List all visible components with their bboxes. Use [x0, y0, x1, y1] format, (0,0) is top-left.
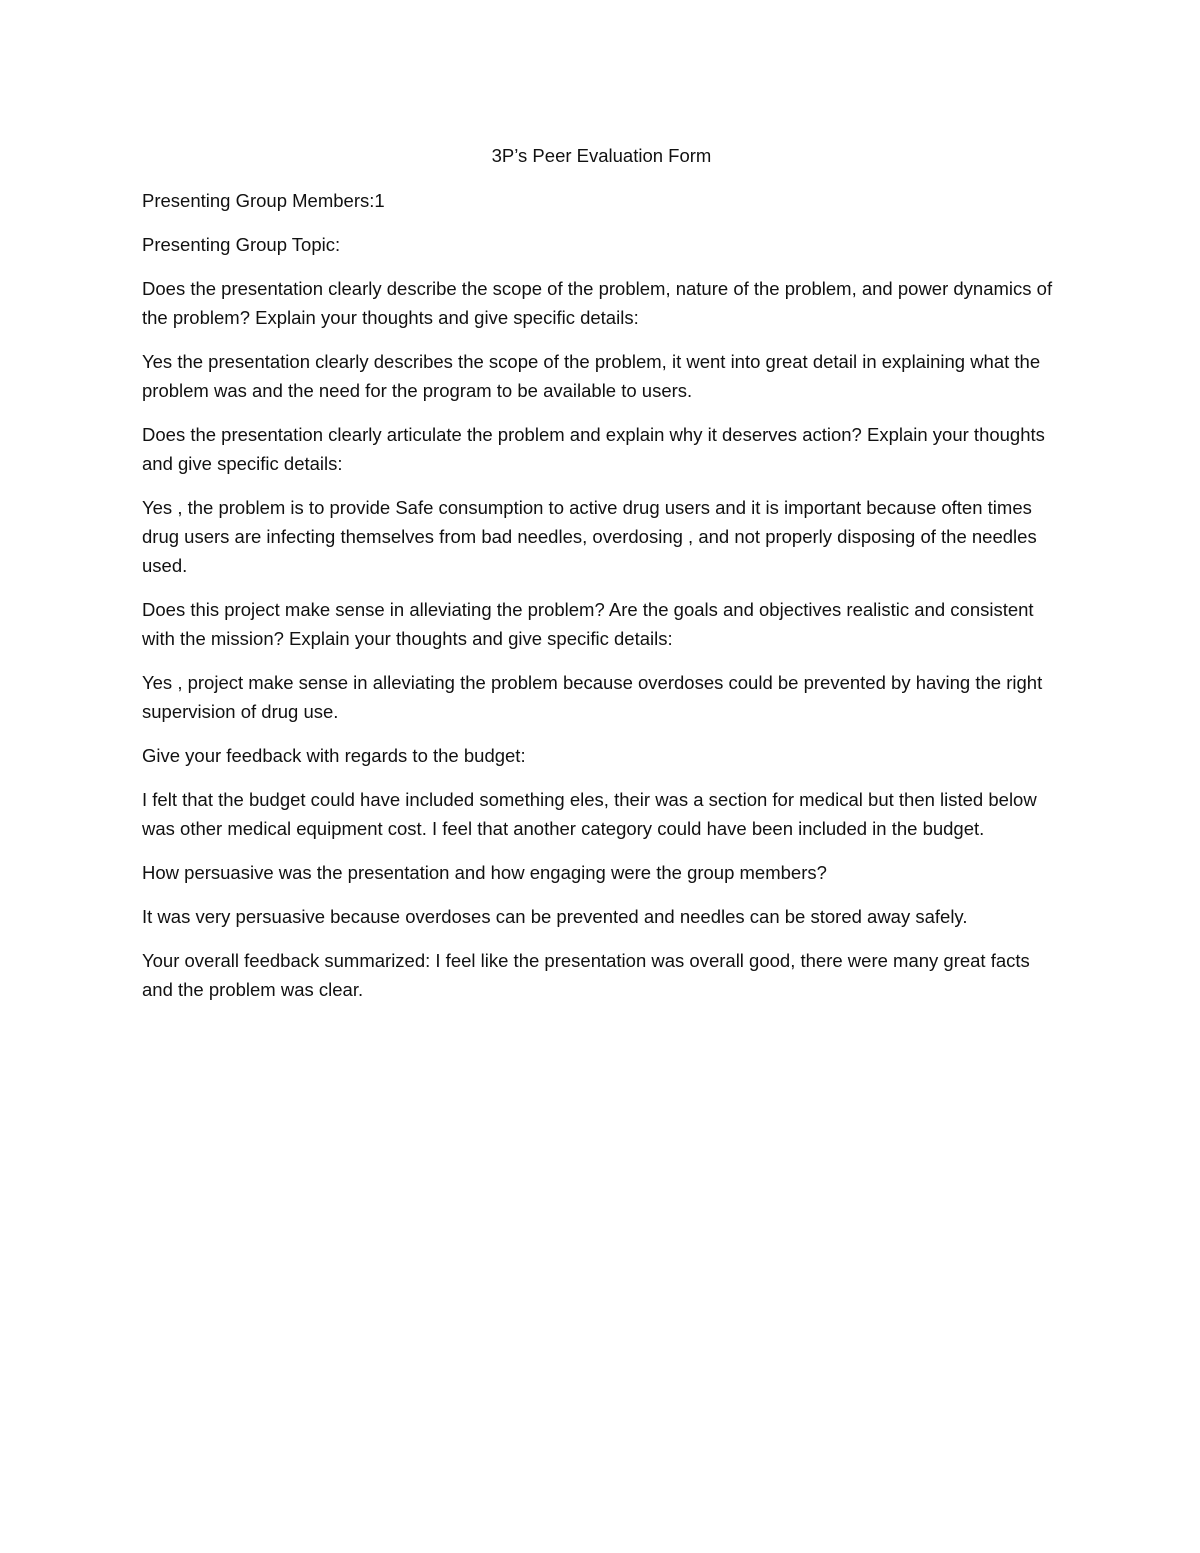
question-project-sense: Does this project make sense in alleviating the problem? Are the goals and objectives realistic and consistent with the mission? Explain your thoughts and give specific details:	[142, 599, 1034, 649]
presenting-group-members: Presenting Group Members:1	[142, 190, 385, 211]
question-budget: Give your feedback with regards to the budget:	[142, 745, 526, 766]
answer-scope: Yes the presentation clearly describes the scope of the problem, it went into great detail in explaining what the problem was and the need for the program to be available to users.	[142, 351, 1041, 401]
document-body	[142, 142, 1057, 1019]
form-title: 3P’s Peer Evaluation Form	[491, 145, 712, 166]
answer-persuasive: It was very persuasive because overdoses can be prevented and needles can be stored away safely.	[142, 906, 968, 927]
overall-feedback-summary: Your overall feedback summarized: I feel like the presentation was overall good, there were many great facts and the problem was clear.	[142, 950, 1030, 1000]
answer-articulate-problem: Yes , the problem is to provide Safe consumption to active drug users and it is important because often times drug users are infecting themselves from bad needles, overdosing , and not properly disposing of the needles used.	[142, 497, 1037, 576]
presenting-group-topic: Presenting Group Topic:	[142, 234, 341, 255]
answer-budget: I felt that the budget could have included something eles, their was a section for medical but then listed below was other medical equipment cost. I feel that another category could have been included in the budget.	[142, 789, 1037, 839]
question-scope: Does the presentation clearly describe the scope of the problem, nature of the problem, and power dynamics of the problem? Explain your thoughts and give specific details:	[142, 278, 1053, 328]
question-persuasive: How persuasive was the presentation and how engaging were the group members?	[142, 862, 827, 883]
answer-project-sense: Yes , project make sense in alleviating the problem because overdoses could be prevented by having the right supervision of drug use.	[142, 672, 1043, 722]
question-articulate-problem: Does the presentation clearly articulate the problem and explain why it deserves action? Explain your thoughts and give specific details:	[142, 424, 1045, 474]
